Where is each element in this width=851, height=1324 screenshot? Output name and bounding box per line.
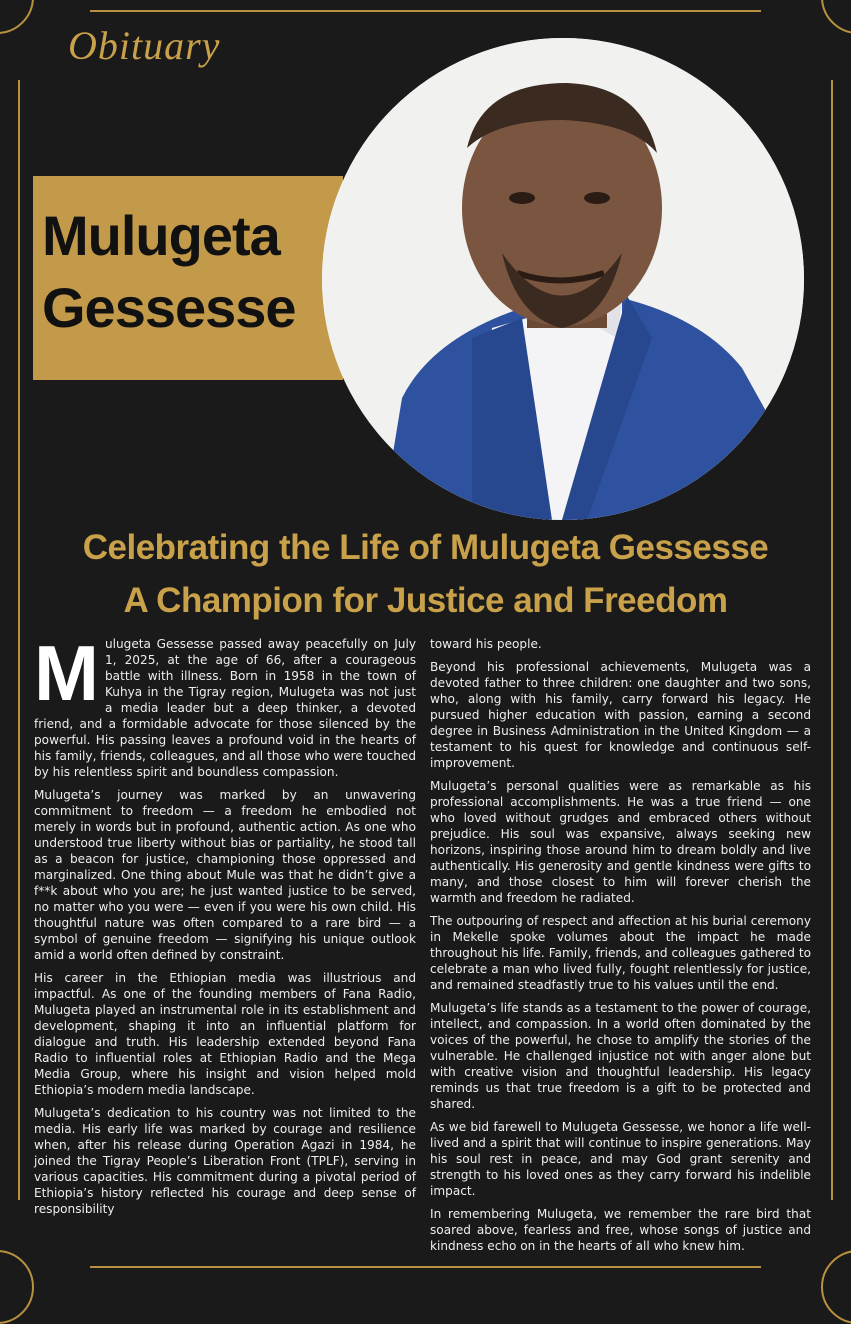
obituary-label: Obituary [68, 23, 221, 68]
article-paragraph: In remembering Mulugeta, we remember the rare bird that soared above, fearless and free, whose songs of justice and kindness echo on in the hearts of all who knew him. [430, 1207, 811, 1253]
article-paragraph: Beyond his professional achievements, Mulugeta was a devoted father to three children: one daughter and two sons, who, along with his family, carry forward his legacy. He pursued higher education with passion, earning a second degree in Business Administration in the United Kingdom — a testament to his quest for knowledge and continuous self-improvement. [430, 660, 811, 770]
frame-bottom-line [90, 1266, 761, 1268]
corner-ornament-tr [821, 0, 851, 34]
article-column-right [430, 636, 811, 1261]
frame-top-line [90, 10, 761, 12]
article-paragraph: Mulugeta’s life stands as a testament to the power of courage, intellect, and compassion. In a world often dominated by the voices of the powerful, he chose to amplify the stories of the vulnerable. He challenged injustice not with anger alone but with creative vision and thoughtful leadership. His legacy reminds us that true freedom is a gift to be protected and shared. [430, 1001, 811, 1111]
frame-left-line [18, 80, 20, 1200]
corner-ornament-tl [0, 0, 34, 34]
name-last: Gessesse [42, 276, 296, 339]
article-paragraph: Mulugeta’s dedication to his country was not limited to the media. His early life was marked by courage and resilience when, after his release during Operation Agazi in 1984, he joined the Tigray People’s Liberation Front (TPLF), serving in various capacities. His commitment during a pivotal period of Ethiopia’s history reflected his courage and deep sense of responsibility [34, 1106, 416, 1216]
corner-ornament-bl [0, 1250, 34, 1324]
article-paragraph: Mulugeta’s journey was marked by an unwavering commitment to freedom — a freedom he embodied not merely in words but in profound, authentic action. As one who understood true liberty without bias or partiality, he stood tall as a beacon for justice, championing those oppressed and marginalized. One thing about Mule was that he didn’t give a f**k about who you are; he just wanted justice to be served, no matter who you were — even if you were his own child. His thoughtful nature was often compared to a rare bird — a symbol of genuine freedom — signifying his unique outlook amid a world often defined by constraint. [34, 788, 416, 962]
article-paragraph [34, 629, 416, 780]
article-paragraph: As we bid farewell to Mulugeta Gessesse, we honor a life well-lived and a spirit that will continue to inspire generations. May his soul rest in peace, and may God grant serenity and strength to his loved ones as they carry forward his indelible impact. [430, 1120, 811, 1198]
article-paragraph-continued: toward his people. [430, 637, 542, 651]
portrait-photo [322, 38, 804, 520]
drop-cap: M [34, 629, 99, 717]
deceased-name [42, 200, 332, 344]
paragraph-text: ulugeta Gessesse passed away peacefully on July 1, 2025, at the age of 66, after a courageous battle with illness. Born in 1958 in the town of Kuhya in the Tigray region, Mulugeta was not just a media leader but a deep thinker, a devoted friend, and a formidable advocate for those silenced by the powerful. His passing leaves a profound void in the hearts of his family, friends, colleagues, and all those who were touched by his relentless spirit and boundless compassion. [34, 637, 416, 779]
portrait-illustration [322, 38, 804, 520]
article-column-left [34, 629, 416, 1224]
article-paragraph: Mulugeta’s personal qualities were as remarkable as his professional accomplishments. He was a true friend — one who loved without grudges and embraced others without prejudice. His soul was expansive, always seeking new horizons, inspiring those around him to dream boldly and live authentically. His generosity and gentle kindness were gifts to many, and those closest to him will forever cherish the warmth and freedom he radiated. [430, 779, 811, 905]
headline-line-1: Celebrating the Life of Mulugeta Gessesse [82, 528, 769, 567]
headline-line-2: A Champion for Justice and Freedom [123, 581, 728, 620]
frame-right-line [831, 80, 833, 1200]
article-paragraph: The outpouring of respect and affection at his burial ceremony in Mekelle spoke volumes about the impact he made throughout his life. Family, friends, and colleagues gathered to celebrate a man who lived fully, fought relentlessly for justice, and remained steadfastly true to his values until the end. [430, 914, 811, 992]
corner-ornament-br [821, 1250, 851, 1324]
name-first: Mulugeta [42, 204, 280, 267]
article-paragraph: His career in the Ethiopian media was illustrious and impactful. As one of the founding members of Fana Radio, Mulugeta played an instrumental role in its establishment and development, shaping it into an influential platform for dialogue and truth. His leadership extended beyond Fana Radio to influential roles at Ethiopian Radio and the Mega Media Group, where his insight and vision helped mold Ethiopia’s modern media landscape. [34, 971, 416, 1097]
